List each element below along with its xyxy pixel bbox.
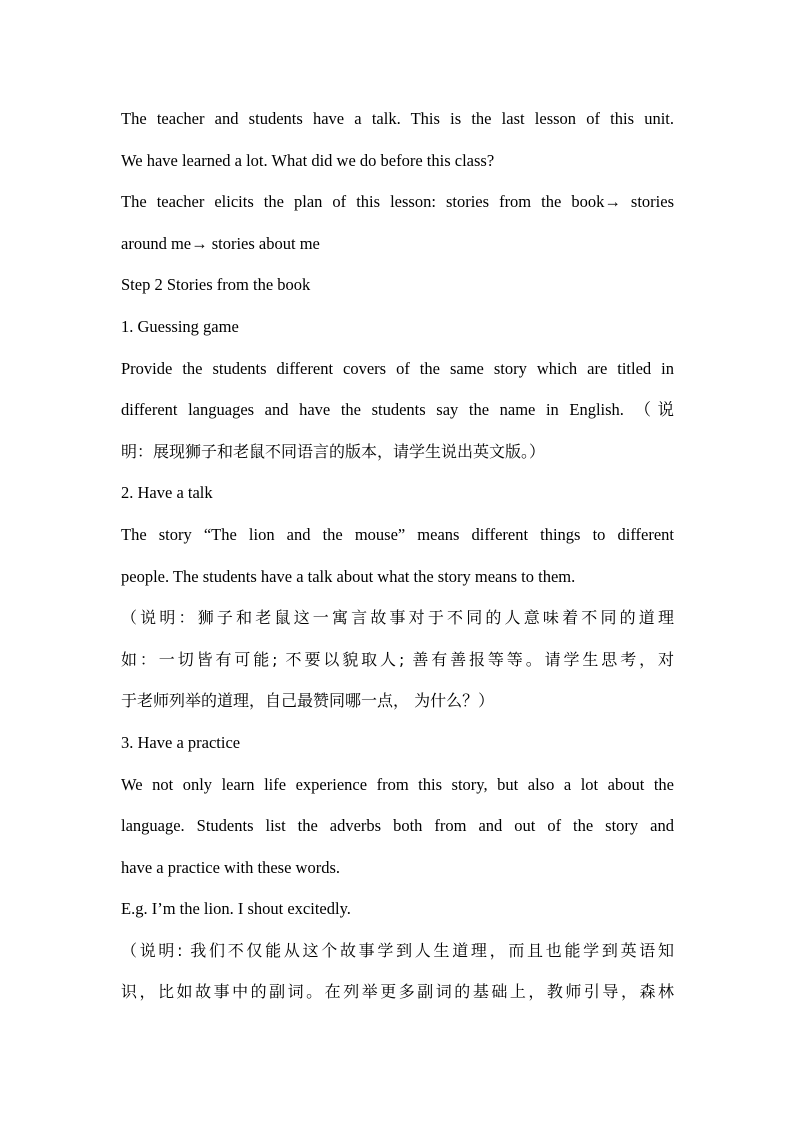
text-line: We have learned a lot. What did we do before this class? <box>121 150 495 170</box>
text-line: 如：一切皆有可能; 不要以貌取人; 善有善报等等。请学生思考，对 <box>121 649 674 669</box>
text-line: 1. Guessing game <box>121 316 239 336</box>
text-line: people. The students have a talk about what the story means to them. <box>121 566 576 586</box>
text-line: The teacher and students have a talk. This is the last lesson of this unit. <box>121 109 674 128</box>
text-line: 识，比如故事中的副词。在列举更多副词的基础上，教师引导，森林 <box>121 982 674 1002</box>
text-line: different languages and have the students say the name in English. （说 <box>121 400 674 420</box>
text-line: The teacher elicits the plan of this lesson: stories from the book→ stories <box>121 192 674 212</box>
text-line: 明：展现狮子和老鼠不同语言的版本，请学生说出英文版。） <box>121 441 546 461</box>
text-line: We not only learn life experience from this story, but also a lot about the <box>121 774 674 794</box>
text-line: around me→ stories about me <box>121 233 320 253</box>
text-line: （说明: 我们不仅能从这个故事学到人生道理，而且也能学到英语知 <box>121 940 674 960</box>
document-body <box>121 98 674 1013</box>
text-line: Provide the students different covers of the same story which are titled in <box>121 358 674 378</box>
text-line: E.g. I’m the lion. I shout excitedly. <box>121 899 351 919</box>
text-line: Step 2 Stories from the book <box>121 275 311 295</box>
text-line: 2. Have a talk <box>121 483 213 503</box>
text-line: have a practice with these words. <box>121 857 340 877</box>
text-line: （说明：狮子和老鼠这一寓言故事对于不同的人意味着不同的道理 <box>121 608 674 628</box>
text-line: language. Students list the adverbs both from and out of the story and <box>121 816 674 836</box>
text-line: 3. Have a practice <box>121 732 241 752</box>
text-line: The story “The lion and the mouse” means different things to different <box>121 524 674 544</box>
text-line: 于老师列举的道理，自己最赞同哪一点， 为什么？） <box>121 691 495 711</box>
